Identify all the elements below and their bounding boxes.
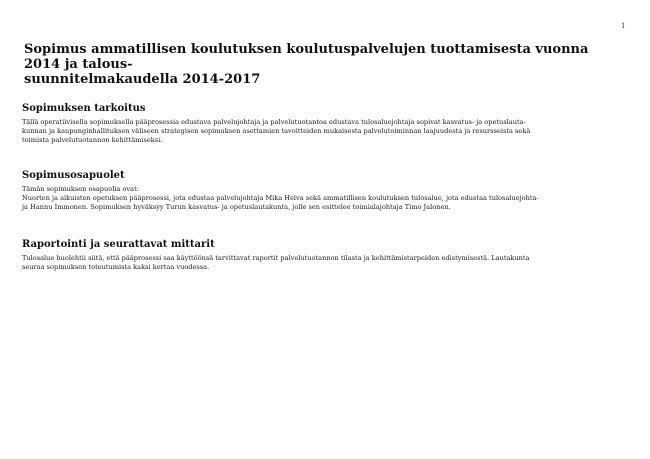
body-line: seuraa sopimuksen toteutumista kaksi kertaa vuodessa. bbox=[22, 262, 210, 271]
section-reporting bbox=[22, 239, 630, 272]
title-line-2: suunnitelmakaudella 2014-2017 bbox=[24, 72, 261, 87]
body-line: Tällä operatiivisella sopimuksella pääprosessia edustava palvelujohtaja ja palvelutuotantoa edustava tulosaluejohtaja sopivat kasvatus- ja opetuslauta- bbox=[22, 118, 526, 126]
section-purpose bbox=[22, 103, 630, 144]
body-line: Tulosalue huolehtii siitä, että pääprosessi saa käyttöönsä tarvittavat raportit palvelutuotannon tilasta ja kehittämistarpeiden edistymisestä. Lautakunta bbox=[22, 254, 530, 262]
body-line: Nuorten ja aikuisten opetuksen pääprosessi, jota edustaa palvelujohtaja Mika Helva sekä ammatillisen koulutuksen tulosalue, jota edustaa tulosaluejohta- bbox=[22, 193, 539, 202]
body-line: ja Hannu Immonen. Sopimuksen hyväksyy Turun kasvatus- ja opetuslautakunta, jolle sen esittelee toimialajohtaja Timo Jalonen. bbox=[22, 202, 451, 211]
section-parties bbox=[22, 170, 630, 211]
section-body bbox=[22, 118, 630, 144]
document-title bbox=[24, 42, 624, 87]
section-heading: Raportointi ja seurattavat mittarit bbox=[22, 239, 215, 250]
section-body bbox=[22, 254, 630, 272]
title-line-1: Sopimus ammatillisen koulutuksen koulutuspalvelujen tuottamisesta vuonna 2014 ja talous- bbox=[24, 42, 589, 72]
page-number: 1 bbox=[621, 22, 626, 30]
section-heading: Sopimusosapuolet bbox=[22, 170, 125, 181]
section-heading: Sopimuksen tarkoitus bbox=[22, 103, 146, 114]
body-line: kunnan ja kaupunginhallituksen väliseen strategisen sopimuksen asettamien tavoitteiden mukaisesta palvelutoiminnan laajuudesta ja resursseista sekä bbox=[22, 126, 531, 135]
body-line: Tämän sopimuksen osapuolia ovat: bbox=[22, 185, 139, 193]
body-line: toimista palvelutuotannon kehittämiseksi. bbox=[22, 135, 163, 144]
section-body bbox=[22, 185, 630, 211]
